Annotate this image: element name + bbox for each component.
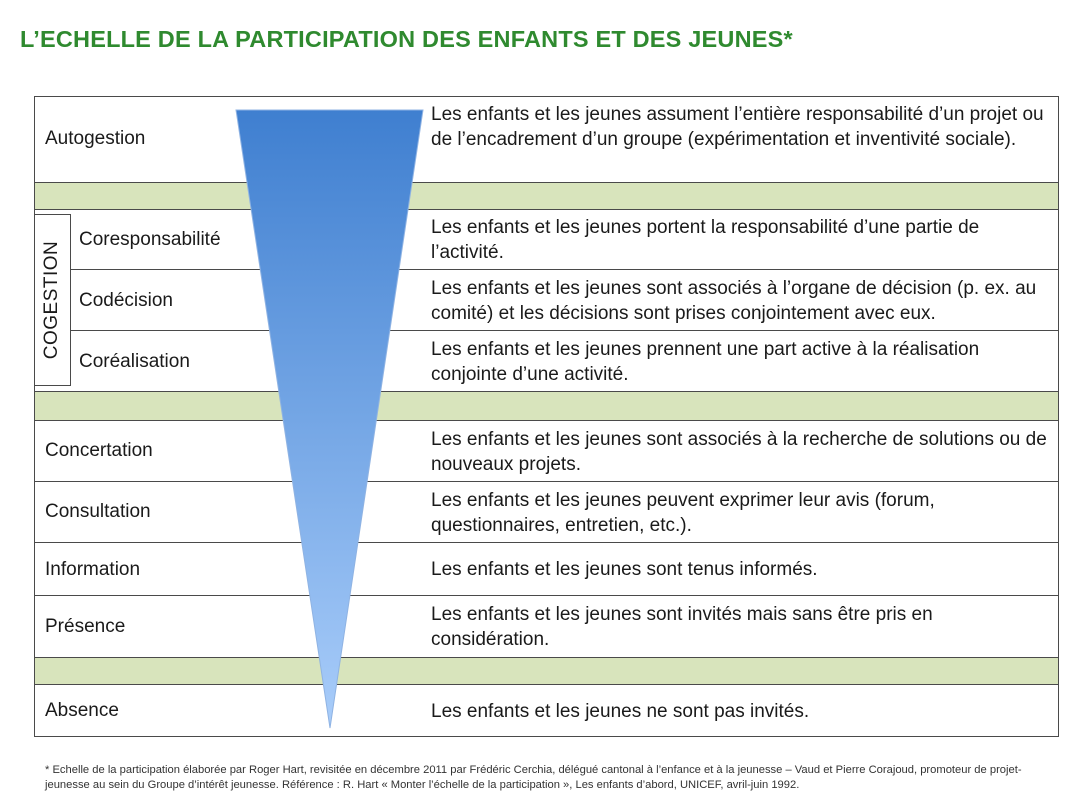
level-desc-codecision: Les enfants et les jeunes sont associés à l’organe de décision (p. ex. au comité) et les décisions sont prises conjointement avec eux. [431, 278, 1037, 324]
level-desc-absence: Les enfants et les jeunes ne sont pas invités. [431, 701, 810, 722]
level-desc-consultation: Les enfants et les jeunes peuvent exprimer leur avis (forum, questionnaires, entretien, etc.). [431, 490, 935, 536]
triangle-shape [236, 110, 423, 728]
level-desc-autogestion: Les enfants et les jeunes assument l’entière responsabilité d’un projet ou de l’encadrement d’un groupe (expérimentation et inventivité sociale). [431, 104, 1044, 150]
level-desc-presence: Les enfants et les jeunes sont invités mais sans être pris en considération. [431, 604, 933, 650]
level-desc-concertation: Les enfants et les jeunes sont associés à la recherche de solutions ou de nouveaux projets. [431, 429, 1047, 475]
level-desc-corealisation: Les enfants et les jeunes prennent une part active à la réalisation conjointe d’une activité. [431, 339, 980, 385]
level-label-consultation: Consultation [45, 501, 151, 522]
level-label-codecision: Codécision [79, 290, 173, 311]
level-label-coresponsabilite: Coresponsabilité [79, 229, 221, 250]
footnote: * Echelle de la participation élaborée par Roger Hart, revisitée en décembre 2011 par Frédéric Cerchia, délégué cantonal à l’enfance et à la jeunesse – Vaud et Pierre Corajoud, promoteur de projet-jeunesse au sein du Groupe d’intérêt jeunesse. Référence : R. Hart « Monter l’échelle de la participation », Les enfants d’abord, UNICEF, avril-juin 1992. [45, 764, 1022, 791]
level-desc-coresponsabilite: Les enfants et les jeunes portent la responsabilité d’une partie de l’activité. [431, 217, 980, 263]
cogestion-label: COGESTION [41, 240, 62, 360]
level-label-autogestion: Autogestion [45, 128, 146, 149]
level-label-absence: Absence [45, 700, 119, 721]
level-label-concertation: Concertation [45, 440, 153, 461]
level-desc-information: Les enfants et les jeunes sont tenus informés. [431, 559, 818, 580]
page-title: L’ECHELLE DE LA PARTICIPATION DES ENFANTS ET DES JEUNES* [20, 26, 793, 52]
level-label-corealisation: Coréalisation [79, 351, 190, 372]
level-label-information: Information [45, 559, 141, 580]
level-label-presence: Présence [45, 616, 126, 637]
